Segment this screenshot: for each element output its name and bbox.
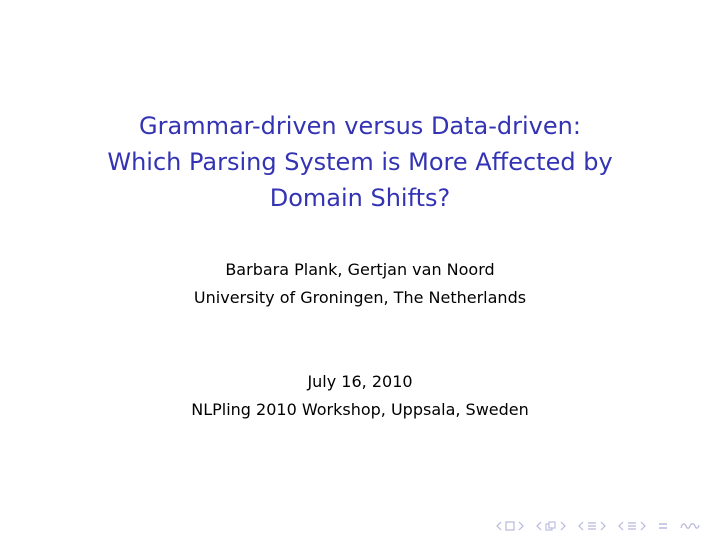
authors: Barbara Plank, Gertjan van Noord — [225, 260, 495, 279]
title-line-1: Grammar-driven versus Data-driven: — [139, 112, 581, 140]
nav-left-arrow-icon[interactable] — [496, 521, 502, 531]
nav-right-arrow-icon[interactable] — [518, 521, 524, 531]
nav-right-arrow-icon[interactable] — [560, 521, 566, 531]
venue: NLPling 2010 Workshop, Uppsala, Sweden — [191, 400, 529, 419]
frame-icon[interactable] — [505, 521, 515, 531]
nav-left-arrow-icon[interactable] — [536, 521, 542, 531]
title-line-3: Domain Shifts? — [269, 184, 451, 212]
appendix-icon[interactable] — [658, 521, 668, 531]
title-line-2: Which Parsing System is More Affected by — [107, 148, 613, 176]
nav-right-arrow-icon[interactable] — [640, 521, 646, 531]
nav-left-arrow-icon[interactable] — [618, 521, 624, 531]
beamer-navigation-bar — [496, 519, 700, 533]
slide-title — [0, 108, 720, 216]
nav-right-arrow-icon[interactable] — [600, 521, 606, 531]
presentation-date: July 16, 2010 — [307, 372, 413, 391]
author-block — [0, 256, 720, 312]
affiliation: University of Groningen, The Netherlands — [193, 288, 527, 307]
section-icon[interactable] — [587, 521, 597, 531]
subsection-icon[interactable] — [545, 521, 557, 531]
document-icon[interactable] — [627, 521, 637, 531]
search-icon[interactable] — [680, 521, 700, 531]
nav-left-arrow-icon[interactable] — [578, 521, 584, 531]
date-block — [0, 368, 720, 424]
